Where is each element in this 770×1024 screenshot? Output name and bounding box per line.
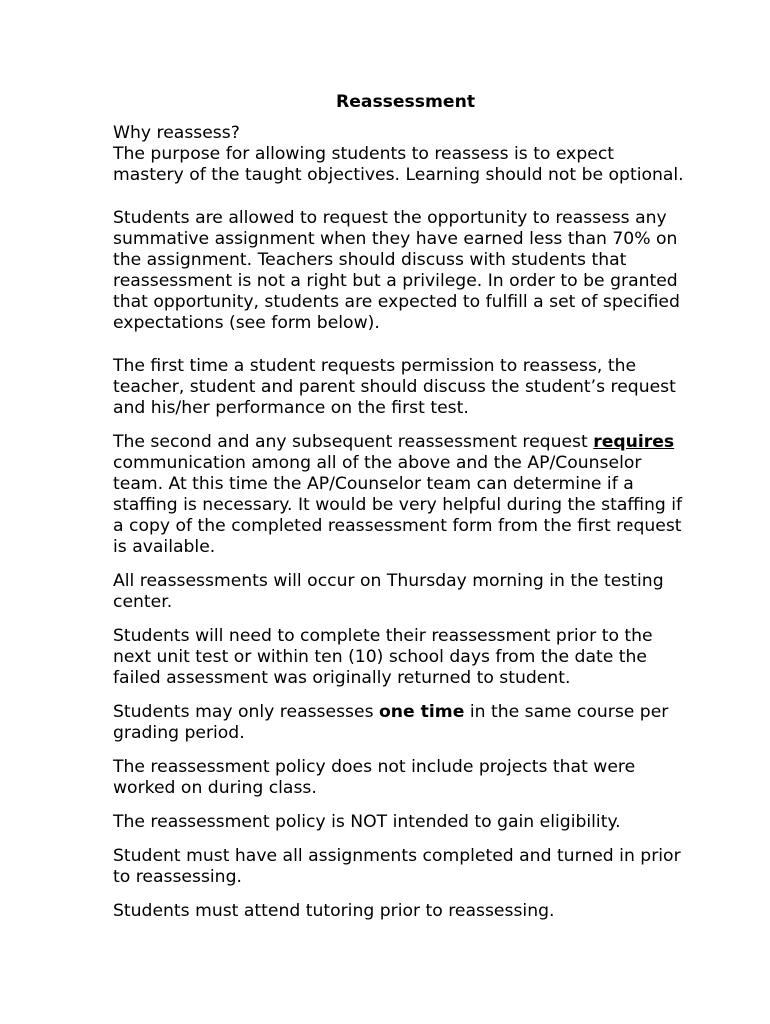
second-request-text-before: The second and any subsequent reassessment request <box>113 432 594 452</box>
purpose-paragraph: The purpose for allowing students to reassess is to expect mastery of the taught objectives. Learning should not be optional. <box>113 144 684 185</box>
second-request-text-after: communication among all of the above and the AP/Counselor team. At this time the AP/Counselor team can determine if a staffing is necessary. It would be very helpful during the staffing if a copy of the completed reassessment form from the first request is available. <box>113 453 683 557</box>
page-title: Reassessment <box>335 92 476 112</box>
eligibility-paragraph: The reassessment policy is NOT intended to gain eligibility. <box>113 812 621 832</box>
request-paragraph: Students are allowed to request the opportunity to reassess any summative assignment when they have earned less than 70% on the assignment. Teachers should discuss with students that reassessment is not a right but a privilege. In order to be granted that opportunity, students are expected to fulfill a set of specified expectations (see form below). <box>113 208 680 333</box>
one-time-emphasis: one time <box>379 702 465 722</box>
one-time-paragraph <box>113 702 688 744</box>
one-time-text-before: Students may only reassesses <box>113 702 379 722</box>
document-page <box>113 92 688 922</box>
thursday-paragraph: All reassessments will occur on Thursday morning in the testing center. <box>113 571 664 612</box>
first-time-paragraph: The first time a student requests permission to reassess, the teacher, student and parent should discuss the student’s request and his/her performance on the first test. <box>113 356 676 418</box>
one-time-text-after: in the same course per grading period. <box>113 702 669 743</box>
second-request-paragraph <box>113 432 688 558</box>
requires-emphasis: requires <box>593 432 675 452</box>
deadline-paragraph: Students will need to complete their reassessment prior to the next unit test or within ten (10) school days from the date the failed assessment was originally returned to student. <box>113 626 653 688</box>
question-line: Why reassess? <box>113 123 240 143</box>
tutoring-paragraph: Students must attend tutoring prior to reassessing. <box>113 901 555 921</box>
assignments-paragraph: Student must have all assignments completed and turned in prior to reassessing. <box>113 846 681 887</box>
projects-paragraph: The reassessment policy does not include projects that were worked on during class. <box>113 757 636 798</box>
